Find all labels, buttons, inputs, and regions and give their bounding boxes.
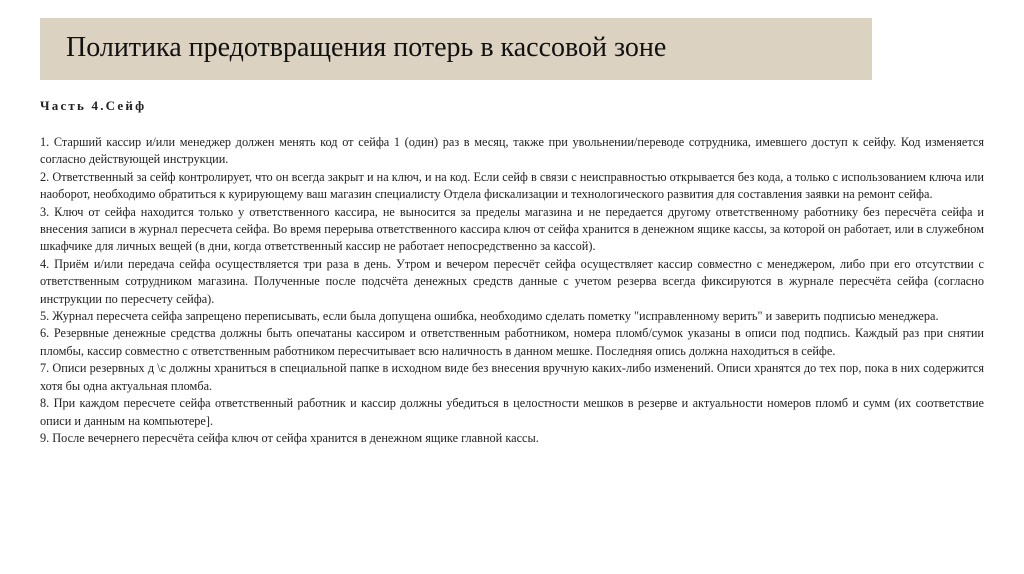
rules-list [40,134,984,447]
rule-item-3: 3. Ключ от сейфа находится только у ответственного кассира, не выносится за пределы магазина и не передается другому ответственному работнику без пересчёта сейфа и внесения записи в журнал пересчета сейфа. Во время перерыва ответственного кассира ключ от сейфа хранится в денежном ящике кассы, за которой он работает, или в служебном шкафчике для личных вещей (в дни, когда ответственный кассир не работает непосредственно за кассой). [40,204,984,254]
slide-content [40,96,984,447]
rule-item-9: 9. После вечернего пересчёта сейфа ключ от сейфа хранится в денежном ящике главной кассы. [40,430,539,445]
rule-item-8: 8. При каждом пересчете сейфа ответственный работник и кассир должны убедиться в целостности мешков в резерве и актуальности номеров пломб и сумм (их соответствие описи и данным на компьютере]. [40,396,984,428]
rule-item-5: 5. Журнал пересчета сейфа запрещено переписывать, если была допущена ошибка, необходимо сделать пометку "исправленному верить" и заверить подписью менеджера. [40,309,939,324]
slide-title: Политика предотвращения потерь в кассовой зоне [66,32,667,63]
rule-item-6: 6. Резервные денежные средства должны быть опечатаны кассиром и ответственным работником, номера пломб/сумок указаны в описи под подпись. Каждый раз при снятии пломбы, кассир совместно с ответственным работником пересчитывает всю наличность в данном мешке. Последняя опись должна находиться в сейфе. [40,326,984,358]
rule-item-7: 7. Описи резервных д \с должны храниться в специальной папке в исходном виде без внесения вручную каких-либо изменений. Описи хранятся до тех пор, пока в них содержится хотя бы одна актуальная пломба. [40,361,984,393]
rule-item-4: 4. Приём и/или передача сейфа осуществляется три раза в день. Утром и вечером пересчёт сейфа осуществляет кассир совместно с менеджером, либо при его отсутствии с ответственным сотрудником магазина. Полученные после подсчёта денежных средств данные с учетом резерва всегда фиксируются в журнале пересчёта сейфа (согласно инструкции по пересчету сейфа). [40,256,984,306]
section-heading: Часть 4.Сейф [40,98,147,113]
rule-item-1: 1. Старший кассир и/или менеджер должен менять код от сейфа 1 (один) раз в месяц, также при увольнении/переводе сотрудника, имевшего доступ к сейфу. Код изменяется согласно действующей инструкции. [40,135,984,167]
rule-item-2: 2. Ответственный за сейф контролирует, что он всегда закрыт и на ключ, и на код. Если сейф в связи с неисправностью открывается без кода, а только с использованием ключа или наоборот, необходимо обратиться к курирующему ваш магазин специалисту Отдела фискализации и технологического развития для составления заявки на ремонт сейфа. [40,169,984,202]
title-bar [40,18,872,80]
